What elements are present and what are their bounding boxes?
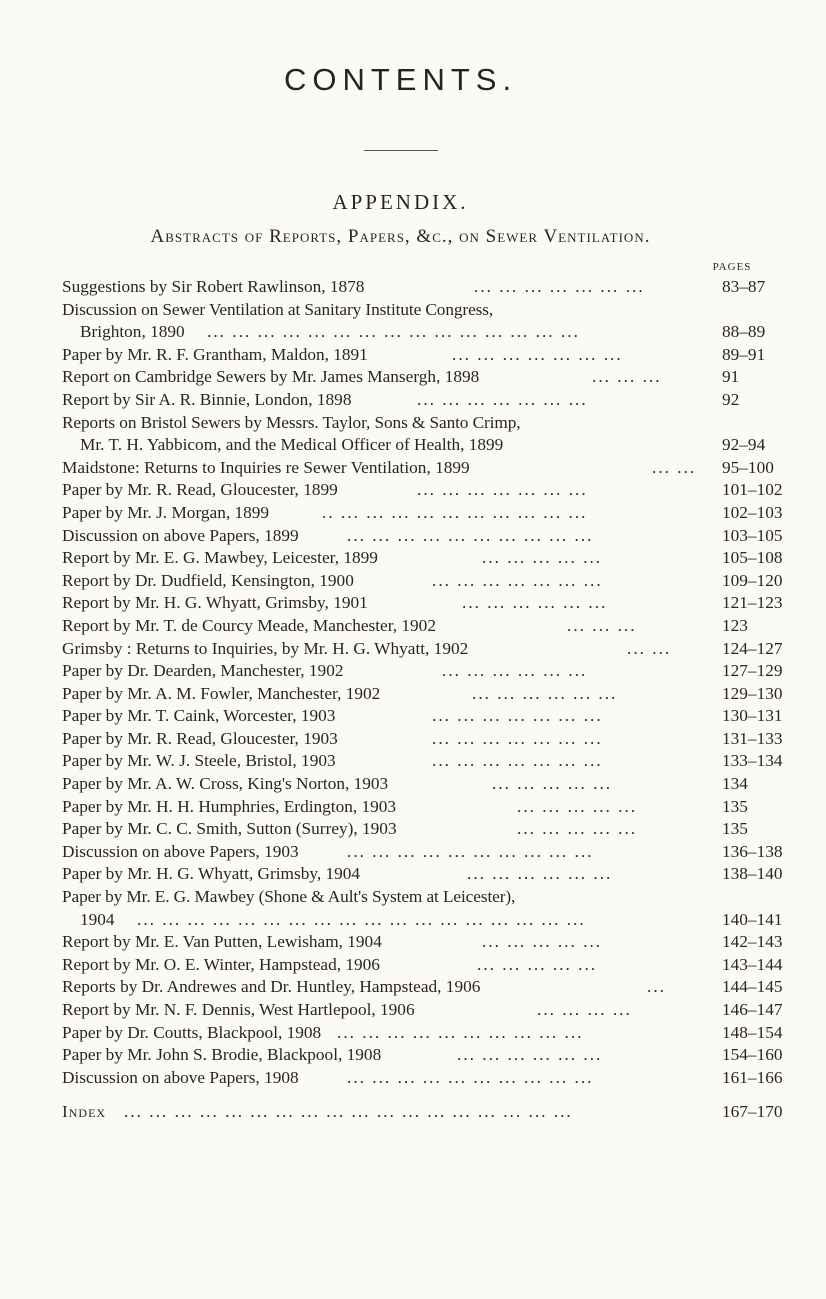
toc-entry [62, 931, 783, 954]
leader-dots: ... ... ... ... ... ... [457, 1045, 603, 1065]
toc-entry [62, 1067, 783, 1090]
leader-dots: ... [647, 977, 666, 997]
toc-entry-index [62, 1101, 783, 1124]
toc-entry-pages: 91 [722, 367, 740, 387]
toc-entry-pages: 103–105 [722, 525, 783, 545]
toc-entry-text: Paper by Mr. R. Read, Gloucester, 1903 [62, 728, 338, 748]
toc-entry-pages: 140–141 [722, 909, 783, 929]
toc-entry-pages: 83–87 [722, 277, 766, 296]
toc-entry-text: Paper by Mr. R. F. Grantham, Maldon, 1891 [62, 344, 368, 364]
toc-entry-text: Report by Mr. H. G. Whyatt, Grimsby, 1901 [62, 593, 368, 613]
leader-dots: ... ... [652, 457, 697, 477]
toc-entry-pages: 124–127 [722, 638, 783, 658]
toc-entry-text: Report by Mr. E. G. Mawbey, Leicester, 1899 [62, 548, 378, 568]
toc-entry [62, 683, 783, 706]
toc-entry-text: Paper by Dr. Dearden, Manchester, 1902 [62, 661, 344, 681]
toc-entry-pages: 133–134 [722, 751, 783, 771]
toc-entry [62, 592, 783, 615]
toc-entry-text: Paper by Mr. R. Read, Gloucester, 1899 [62, 480, 338, 500]
toc-entry [62, 412, 764, 435]
toc-entry [62, 366, 764, 389]
leader-dots: ... ... ... ... ... ... ... [452, 344, 623, 364]
toc-entry [62, 705, 783, 728]
toc-entry [62, 909, 783, 932]
leader-dots: ... ... ... ... ... ... ... [432, 570, 603, 590]
section-subtitle: Abstracts of Reports, Papers, &c., on Sewer Ventilation. [150, 226, 651, 247]
toc-entry-text: Report by Mr. T. de Courcy Meade, Manchester, 1902 [62, 615, 436, 635]
leader-dots: ... ... ... ... ... ... ... [474, 277, 645, 296]
leader-dots: ... ... ... [592, 367, 662, 387]
toc-entry [62, 976, 783, 999]
leader-dots: ... ... ... ... ... ... ... ... ... ... [347, 1067, 594, 1087]
toc-entry-text: Paper by Mr. C. C. Smith, Sutton (Surrey), 1903 [62, 819, 397, 839]
leader-dots: ... ... ... ... ... [517, 819, 638, 839]
toc-entry-text: Paper by Mr. H. G. Whyatt, Grimsby, 1904 [62, 864, 361, 884]
toc-entry-text: Discussion on above Papers, 1899 [62, 525, 299, 545]
page-title: CONTENTS. [283, 62, 518, 97]
leader-dots: ... ... ... ... ... ... ... ... ... ... [347, 525, 594, 545]
toc-entry-pages: 134 [722, 774, 748, 794]
toc-entry [62, 615, 764, 638]
contents-list [62, 276, 783, 1124]
toc-entry-text: 1904 [80, 909, 115, 929]
toc-entry [62, 660, 783, 683]
toc-entry [62, 457, 774, 480]
leader-dots: ... ... ... ... [537, 1000, 632, 1019]
toc-entry-pages: 123 [722, 615, 748, 635]
toc-entry [62, 750, 783, 773]
toc-entry [62, 1044, 783, 1067]
toc-entry-text: Paper by Mr. W. J. Steele, Bristol, 1903 [62, 751, 336, 771]
toc-entry-pages: 101–102 [722, 480, 783, 500]
toc-entry-pages: 142–143 [722, 932, 783, 952]
leader-dots: ... ... ... ... ... ... ... [432, 706, 603, 726]
leader-dots: ... ... ... ... ... [482, 548, 603, 568]
toc-entry [62, 796, 764, 819]
leader-dots: ... ... ... ... ... ... ... [432, 751, 603, 771]
leader-dots: ... ... ... ... ... [482, 932, 603, 952]
toc-entry-text: Paper by Mr. A. M. Fowler, Manchester, 1902 [62, 683, 381, 703]
toc-entry-text: Index [62, 1102, 107, 1122]
toc-entry-pages: 105–108 [722, 548, 783, 568]
toc-entry-pages: 92 [722, 389, 740, 409]
toc-entry-pages: 148–154 [722, 1022, 783, 1042]
toc-entry-text: Paper by Mr. H. H. Humphries, Erdington, 1903 [62, 796, 397, 816]
toc-entry-text: Paper by Mr. E. G. Mawbey (Shone & Ault's System at Leicester), [62, 887, 516, 907]
toc-entry-text: Discussion on above Papers, 1903 [62, 841, 299, 861]
leader-dots: .. ... ... ... ... ... ... ... ... ... ... [322, 502, 588, 522]
toc-entry-pages: 89–91 [722, 344, 766, 364]
toc-entry-pages: 143–144 [722, 954, 783, 974]
pages-column-label: PAGES [712, 261, 752, 273]
toc-entry-text: Maidstone: Returns to Inquiries re Sewer Ventilation, 1899 [62, 457, 470, 477]
toc-entry-pages: 92–94 [722, 435, 766, 455]
toc-entry-text: Paper by Mr. A. W. Cross, King's Norton, 1903 [62, 774, 389, 794]
toc-entry [62, 818, 764, 841]
toc-entry-text: Report on Cambridge Sewers by Mr. James Mansergh, 1898 [62, 367, 480, 387]
toc-entry-pages: 129–130 [722, 683, 783, 703]
toc-entry [62, 1022, 783, 1045]
toc-entry [62, 321, 764, 344]
toc-entry-pages: 130–131 [722, 706, 783, 726]
toc-entry-pages: 154–160 [722, 1045, 783, 1065]
toc-entry-pages: 161–166 [722, 1067, 783, 1087]
toc-entry-pages: 102–103 [722, 502, 783, 522]
toc-entry-text: Grimsby : Returns to Inquiries, by Mr. H. G. Whyatt, 1902 [62, 638, 469, 658]
toc-entry-text: Suggestions by Sir Robert Rawlinson, 1878 [62, 277, 365, 296]
toc-entry [62, 999, 783, 1022]
toc-entry-text: Paper by Mr. T. Caink, Worcester, 1903 [62, 706, 336, 726]
toc-entry-text: Report by Dr. Dudfield, Kensington, 1900 [62, 570, 354, 590]
leader-dots: ... ... ... ... ... ... ... ... ... ... [337, 1022, 584, 1042]
leader-dots: ... ... ... ... ... ... [442, 661, 588, 681]
toc-entry [62, 954, 783, 977]
toc-entry-pages: 144–145 [722, 977, 783, 997]
leader-dots: ... ... ... ... ... ... ... ... ... ... ... ... ... ... ... [207, 322, 580, 342]
toc-entry [62, 841, 783, 864]
toc-entry-pages: 121–123 [722, 593, 783, 613]
title-divider [364, 150, 438, 151]
toc-entry-pages: 167–170 [722, 1102, 783, 1122]
toc-entry [62, 863, 783, 886]
appendix-heading: APPENDIX. [332, 190, 469, 214]
leader-dots: ... ... ... ... ... ... ... [432, 728, 603, 748]
toc-entry-pages: 127–129 [722, 661, 783, 681]
toc-entry-pages: 88–89 [722, 322, 766, 342]
toc-entry-pages: 136–138 [722, 841, 783, 861]
toc-entry [62, 276, 764, 299]
toc-entry [62, 344, 764, 367]
toc-entry-text: Report by Mr. O. E. Winter, Hampstead, 1906 [62, 954, 380, 974]
toc-entry-pages: 135 [722, 819, 748, 839]
toc-entry [62, 389, 764, 412]
toc-entry-text: Paper by Mr. J. Morgan, 1899 [62, 502, 270, 522]
leader-dots: ... ... ... ... ... ... [472, 683, 618, 703]
leader-dots: ... ... ... ... ... ... [467, 864, 613, 884]
leader-dots: ... ... ... ... ... ... ... ... ... ... ... ... ... ... ... ... ... ... [137, 909, 586, 929]
toc-entry-text: Discussion on Sewer Ventilation at Sanitary Institute Congress, [62, 299, 494, 319]
toc-entry [62, 638, 783, 661]
toc-entry-text: Report by Mr. E. Van Putten, Lewisham, 1904 [62, 932, 382, 952]
toc-entry-text: Report by Sir A. R. Binnie, London, 1898 [62, 389, 352, 409]
toc-entry [62, 547, 783, 570]
toc-entry-text: Reports by Dr. Andrewes and Dr. Huntley, Hampstead, 1906 [62, 977, 481, 997]
toc-entry-text: Paper by Mr. John S. Brodie, Blackpool, 1908 [62, 1045, 382, 1065]
toc-entry [62, 479, 783, 502]
toc-entry [62, 434, 764, 457]
toc-entry [62, 525, 783, 548]
toc-entry-text: Paper by Dr. Coutts, Blackpool, 1908 [62, 1022, 322, 1042]
leader-dots: ... ... ... ... ... ... [462, 593, 608, 613]
leader-dots: ... ... ... ... ... ... ... [417, 480, 588, 500]
toc-entry [62, 728, 783, 751]
toc-entry-pages: 135 [722, 796, 748, 816]
leader-dots: ... ... ... ... ... ... ... ... ... ... [347, 841, 594, 861]
leader-dots: ... ... ... ... ... [477, 954, 598, 974]
toc-entry-pages: 109–120 [722, 570, 783, 590]
leader-dots: ... ... ... ... ... [517, 796, 638, 816]
toc-entry [62, 502, 783, 525]
toc-entry [62, 773, 764, 796]
toc-entry-text: Mr. T. H. Yabbicom, and the Medical Officer of Health, 1899 [80, 435, 504, 455]
leader-dots: ... ... ... ... ... ... ... ... ... ... ... ... ... ... ... ... ... ... [124, 1102, 573, 1122]
toc-entry-text: Report by Mr. N. F. Dennis, West Hartlepool, 1906 [62, 1000, 415, 1019]
toc-entry [62, 570, 783, 593]
leader-dots: ... ... ... ... ... ... ... [417, 389, 588, 409]
toc-entry [62, 886, 764, 909]
toc-entry-text: Discussion on above Papers, 1908 [62, 1067, 299, 1087]
toc-entry-text: Reports on Bristol Sewers by Messrs. Taylor, Sons & Santo Crimp, [62, 412, 521, 432]
leader-dots: ... ... ... [567, 615, 637, 635]
toc-entry [62, 299, 764, 322]
leader-dots: ... ... [627, 638, 672, 658]
leader-dots: ... ... ... ... ... [492, 774, 613, 794]
toc-entry-text: Brighton, 1890 [80, 322, 185, 342]
toc-entry-pages: 138–140 [722, 864, 783, 884]
toc-entry-pages: 95–100 [722, 457, 774, 477]
toc-entry-pages: 131–133 [722, 728, 783, 748]
toc-entry-pages: 146–147 [722, 1000, 783, 1019]
